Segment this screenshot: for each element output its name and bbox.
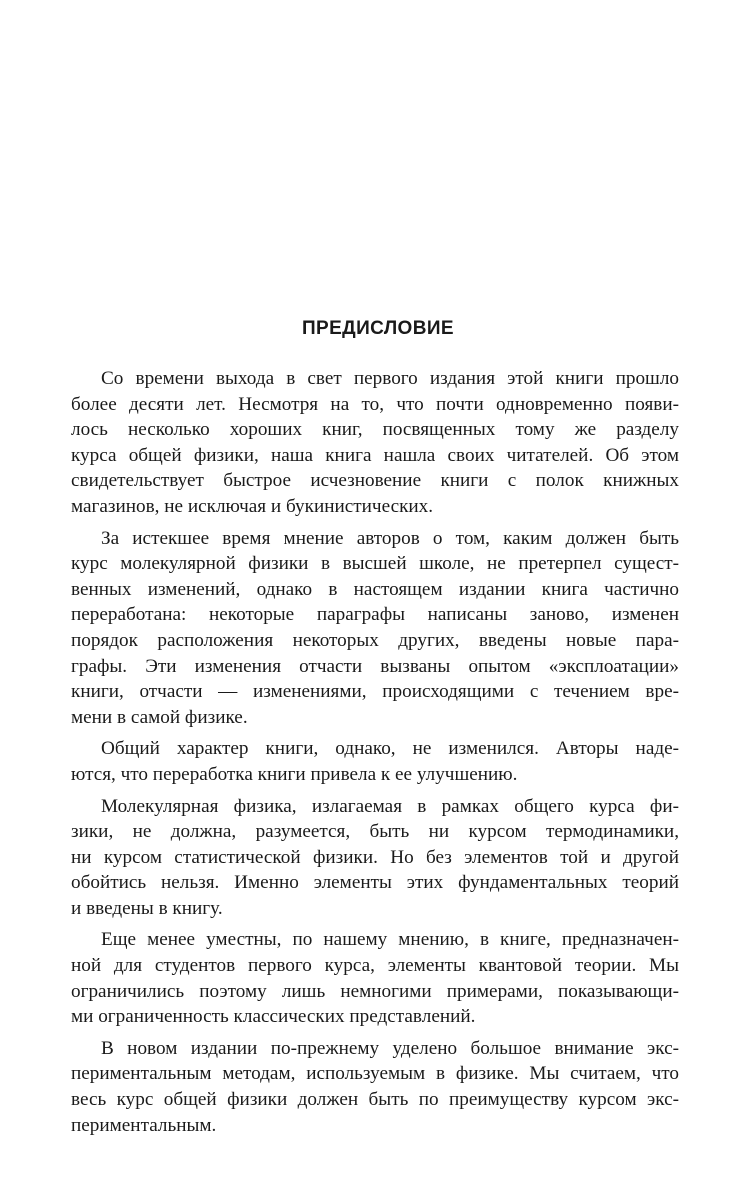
paragraph-3 xyxy=(71,736,679,787)
text-line: венных изменений, однако в настоящем издании книга частично xyxy=(71,578,679,600)
text-line: ются, что переработка книги привела к ее улучшению. xyxy=(71,763,518,785)
text-line: курса общей физики, наша книга нашла своих читателей. Об этом xyxy=(71,444,679,466)
text-line: мени в самой физике. xyxy=(71,706,248,728)
text-line: Еще менее уместны, по нашему мнению, в книге, предназначен- xyxy=(101,929,679,951)
text-line: порядок расположения некоторых других, введены новые пара- xyxy=(71,629,679,651)
text-line: зики, не должна, разумеется, быть ни курсом термодинамики, xyxy=(71,821,679,843)
text-line: и введены в книгу. xyxy=(71,897,223,919)
text-line: Молекулярная физика, излагаемая в рамках общего курса фи- xyxy=(101,795,679,817)
text-line: книги, отчасти — изменениями, происходящими с течением вре- xyxy=(71,681,679,703)
text-line: более десяти лет. Несмотря на то, что почти одновременно появи- xyxy=(71,393,679,415)
text-line: Общий характер книги, однако, не изменился. Авторы наде- xyxy=(101,738,679,760)
text-line: В новом издании по-прежнему уделено большое внимание экс- xyxy=(101,1037,679,1059)
text-line: обойтись нельзя. Именно элементы этих фундаментальных теорий xyxy=(71,872,679,894)
text-line: За истекшее время мнение авторов о том, каким должен быть xyxy=(101,527,679,549)
text-line: свидетельствует быстрое исчезновение книги с полок книжных xyxy=(71,470,679,492)
text-line: переработана: некоторые параграфы написаны заново, изменен xyxy=(71,604,679,626)
paragraph-2 xyxy=(71,526,679,731)
text-line: графы. Эти изменения отчасти вызваны опытом «эксплоатации» xyxy=(71,655,679,677)
paragraph-6 xyxy=(71,1036,679,1138)
text-line: периментальным. xyxy=(71,1114,217,1136)
paragraph-1 xyxy=(71,366,679,520)
text-line: лось несколько хороших книг, посвященных тому же разделу xyxy=(71,419,679,441)
text-line: весь курс общей физики должен быть по преимуществу курсом экс- xyxy=(71,1089,679,1111)
text-line: ми ограниченность классических представлений. xyxy=(71,1006,476,1028)
preface-text xyxy=(71,366,679,1144)
text-line: периментальным методам, используемым в физике. Мы считаем, что xyxy=(71,1063,679,1085)
text-line: ограничились поэтому лишь немногими примерами, показывающи- xyxy=(71,980,679,1002)
text-line: Со времени выхода в свет первого издания этой книги прошло xyxy=(101,368,679,389)
text-line: ни курсом статистической физики. Но без элементов той и другой xyxy=(71,846,679,868)
text-line: магазинов, не исключая и букинистических. xyxy=(71,495,434,517)
paragraph-5 xyxy=(71,927,679,1029)
page-title: ПРЕДИСЛОВИЕ xyxy=(301,318,454,339)
text-line: ной для студентов первого курса, элементы квантовой теории. Мы xyxy=(71,955,679,977)
text-line: курс молекулярной физики в высшей школе, не претерпел сущест- xyxy=(71,553,679,575)
paragraph-4 xyxy=(71,794,679,922)
